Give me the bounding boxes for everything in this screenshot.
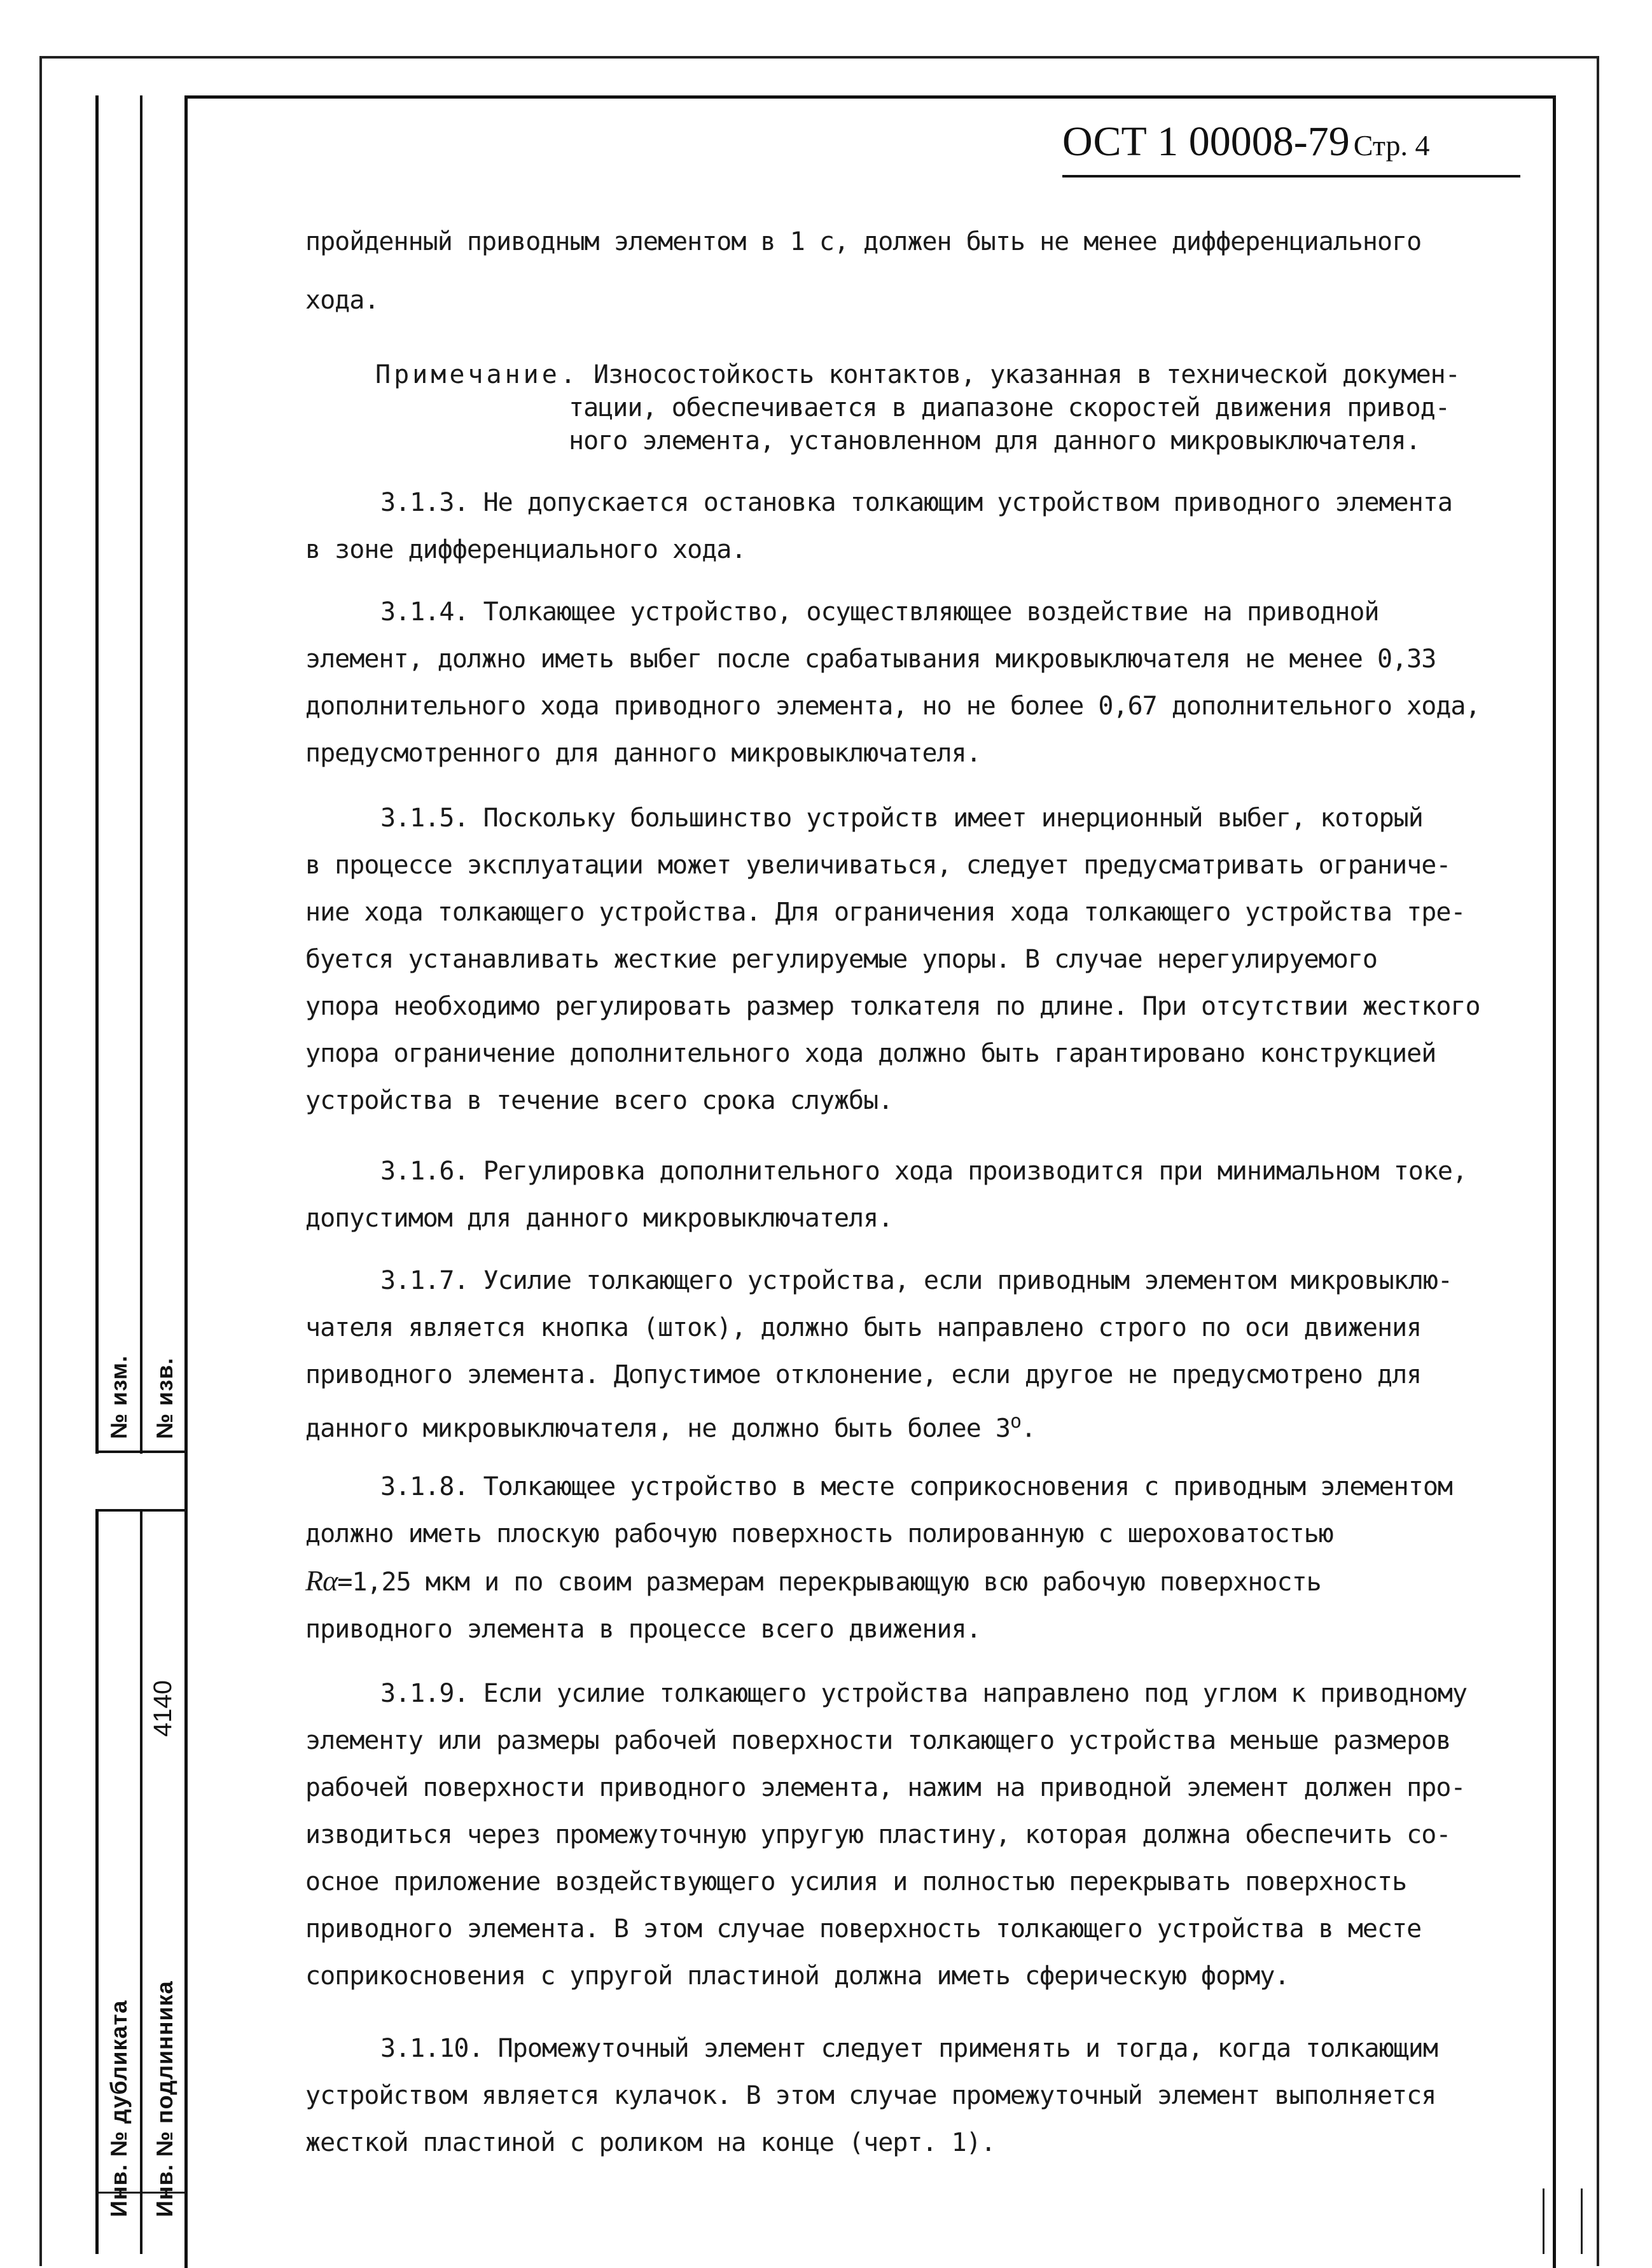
text-line [305,1398,1501,1452]
text-line: 3.1.7. Усилие толкающего устройства, если приводным элементом микровыклю- [380,1266,1452,1295]
roughness-symbol: Rα [305,1564,338,1597]
stamp-line-mid-bottom [140,1509,142,2254]
note-line: тации, обеспечивается в диапазоне скоростей движения привод- [569,393,1450,422]
text-line: жесткой пластиной с роликом на конце (черт. 1). [305,2128,996,2157]
stamp-podlinnik-value: 4140 [149,1680,177,1737]
stamp-line-left-bottom [95,1509,99,2254]
degree-sign: о [1010,1410,1021,1433]
note-block [375,358,1460,457]
stamp-izm-label: № изм. [106,1355,132,1439]
paragraph-3-1-5 [305,795,1501,1124]
text-line: дополнительного хода приводного элемента, но не более 0,67 дополнительного хода, [305,692,1480,721]
text-line: хода. [305,286,379,315]
text-line: рабочей поверхности приводного элемента, нажим на приводной элемент должен про- [305,1773,1466,1802]
paragraph-3-1-8 [305,1463,1501,1653]
text-fragment: данного микровыключателя, не должно быть более 3 [305,1414,1010,1444]
text-line: в зоне дифференциального хода. [305,535,746,564]
text-line: 3.1.5. Поскольку большинство устройств имеет инерционный выбег, который [380,804,1423,833]
text-line: 3.1.8. Толкающее устройство в месте соприкосновения с приводным элементом [380,1472,1452,1501]
text-line: буется устанавливать жесткие регулируемые упоры. В случае нерегулируемого [305,945,1377,974]
text-line: допустимом для данного микровыключателя. [305,1204,893,1233]
paragraph-3-1-9 [305,1670,1501,2000]
text-line: чателя является кнопка (шток), должно быть направлено строго по оси движения [305,1313,1422,1342]
note-line: ного элемента, установленном для данного микровыключателя. [569,426,1420,456]
text-line: упора ограничение дополнительного хода должно быть гарантировано конструкцией [305,1039,1436,1068]
text-line: 3.1.10. Промежуточный элемент следует применять и тогда, когда толкающим [380,2034,1438,2063]
paragraph-3-1-10 [305,2025,1501,2166]
stamp-line-mid-top [140,95,142,1454]
paragraph-continuation [305,218,1501,324]
text-line: элемент, должно иметь выбег после срабатывания микровыключателя не менее 0,33 [305,644,1436,674]
text-line: ние хода толкающего устройства. Для ограничения хода толкающего устройства тре- [305,898,1466,927]
note-label: Примечание. [375,360,579,389]
text-line: приводного элемента в процессе всего движения. [305,1615,981,1644]
paragraph-3-1-6 [305,1148,1501,1242]
page-header [1062,118,1520,177]
text-line: 3.1.9. Если усилие толкающего устройства направлено под углом к приводному [380,1679,1468,1708]
text-fragment: =1,25 мкм и по своим размерам перекрывающую всю рабочую поверхность [337,1568,1321,1597]
page-number: Стр. 4 [1353,129,1430,162]
paragraph-3-1-3 [305,479,1501,573]
stamp-izv-label: № изв. [151,1357,177,1439]
text-line [305,1557,1501,1606]
text-line: изводиться через промежуточную упругую пластину, которая должна обеспечить со- [305,1820,1451,1849]
paragraph-3-1-4 [305,588,1501,777]
text-line: соприкосновения с упругой пластиной должна иметь сферическую форму. [305,1961,1289,1991]
text-line: в процессе эксплуатации может увеличиваться, следует предусматривать ограниче- [305,851,1451,880]
text-line: приводного элемента. В этом случае поверхность толкающего устройства в месте [305,1914,1422,1944]
document-code: ОСТ 1 00008-79 [1062,118,1350,165]
paragraph-3-1-7 [305,1257,1501,1452]
text-fragment: . [1021,1414,1036,1444]
text-line: пройденный приводным элементом в 1 с, должен быть не менее дифференциального [305,227,1422,256]
text-line: 3.1.3. Не допускается остановка толкающим устройством приводного элемента [380,488,1452,517]
scan-mark [1581,2188,1583,2254]
text-line: предусмотренного для данного микровыключателя. [305,739,981,768]
text-line: упора необходимо регулировать размер толкателя по длине. При отсутствии жесткого [305,992,1480,1021]
scan-mark [1543,2188,1544,2254]
stamp-podlinnik-label: Инв. № подлинника [151,1980,177,2217]
text-line: устройством является кулачок. В этом случае промежуточный элемент выполняется [305,2081,1436,2110]
stamp-dublikat-label: Инв. № дубликата [106,2000,132,2217]
note-line: Износостойкость контактов, указанная в технической докумен- [593,360,1460,389]
text-line: осное приложение воздействующего усилия и полностью перекрывать поверхность [305,1867,1407,1896]
text-line: 3.1.4. Толкающее устройство, осуществляющее воздействие на приводной [380,597,1379,627]
stamp-line-left-top [95,95,99,1454]
text-line: 3.1.6. Регулировка дополнительного хода производится при минимальном токе, [380,1157,1468,1186]
stamp-line-h1 [95,1451,188,1453]
text-line: приводного элемента. Допустимое отклонение, если другое не предусмотрено для [305,1360,1422,1389]
text-line: должно иметь плоскую рабочую поверхность полированную с шероховатостью [305,1519,1333,1548]
text-line: элементу или размеры рабочей поверхности толкающего устройства меньше размеров [305,1726,1451,1755]
text-line: устройства в течение всего срока службы. [305,1086,893,1115]
